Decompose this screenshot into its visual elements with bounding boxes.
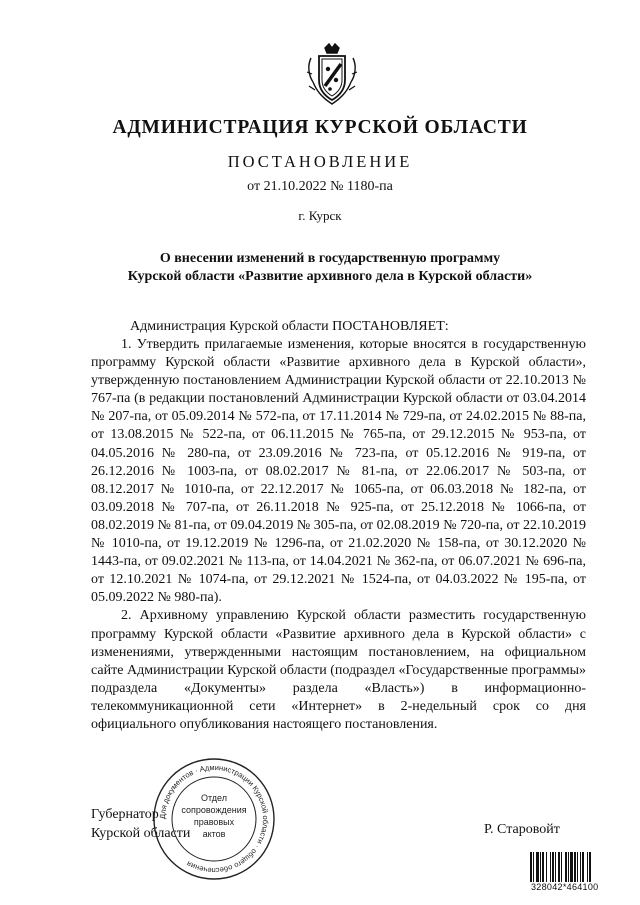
round-stamp [150,755,278,883]
barcode-bar [565,852,567,882]
stamp-line-2: сопровождения [181,805,247,815]
barcode-bar [587,852,588,882]
intro-line: Администрация Курской области ПОСТАНОВЛЯЕТ: [130,319,449,334]
barcode-number: 328042*464100 [531,882,599,892]
document-date-number: от 21.10.2022 № 1180-па [247,179,393,194]
agency-title: АДМИНИСТРАЦИЯ КУРСКОЙ ОБЛАСТИ [112,117,528,138]
barcode [530,852,622,882]
barcode-bar [561,852,562,882]
barcode-bar [580,852,581,882]
signatory-title-line-2: Курской области [91,826,191,841]
barcode-bar [589,852,591,882]
barcode-bar [558,852,560,882]
paragraph-1: 1. Утвердить прилагаемые изменения, которые вносятся в государственную программу Курской области «Развитие архивного дела в Курской области», утвержденную постановлением Администрации Курской области от 22.10.2013 № 767-па (в редакции постановлений Администрации Курской области от 03.04.2014 № 207-па, от 05.09.2014 № 572-па, от 17.11.2014 № 729-па, от 24.02.2015 № 88-па, от 13.08.2015 № 522-па, от 06.11.2015 № 765-па, от 29.12.2015 № 953-па, от 04.05.2016 № 280-па, от 23.09.2016 № 723-па, от 05.12.2016 № 919-па, от 26.12.2016 № 1003-па, от 08.02.2017 № 81-па, от 22.06.2017 № 503-па, от 08.12.2017 № 1010-па, от 22.12.2017 № 1065-па, от 06.03.2018 № 182-па, от 03.09.2018 № 707-па, от 26.11.2018 № 925-па, от 25.12.2018 № 1066-па, от 08.02.2019 № 81-па, от 09.04.2019 № 305-па, от 02.08.2019 № 720-па, от 22.10.2019 № 1010-па, от 19.12.2019 № 1296-па, от 21.02.2020 № 158-па, от 30.12.2020 № 1443-па, от 09.02.2021 № 113-па, от 14.04.2021 № 362-па, от 06.07.2021 № 696-па, от 12.10.2021 № 1074-па, от 29.12.2021 № 1524-па, от 04.03.2022 № 195-па, от 05.09.2022 № 980-па). [91,337,586,606]
barcode-bar [582,852,584,882]
barcode-bar [542,852,544,882]
paragraph-2: 2. Архивному управлению Курской области разместить государственную программу Курской области «Развитие архивного дела в Курской области» с изменениями, утвержденными настоящим постановлением, на официальном сайте Администрации Курской области (подраздел «Государственные программы» подраздела «Документы» раздела «Власть») в информационно-телекоммуникационной сети «Интернет» в 2-недельный срок со дня официального опубликования настоящего постановления. [91,608,586,732]
barcode-bar [540,852,541,882]
coat-of-arms-emblem [303,42,361,108]
document-subject [100,250,560,286]
stamp-line-3: правовых [193,817,235,827]
stamp-ring-text: Для документов · Администрации Курской области · общего обеспечения [157,762,271,876]
signatory-name: Р. Старовойт [484,822,560,837]
document-body [91,336,586,734]
barcode-bar [577,852,578,882]
subject-line-1: О внесении изменений в государственную программу [159,251,501,266]
barcode-bar [555,852,556,882]
barcode-bar [550,852,551,882]
stamp-line-4: актов [202,829,226,839]
barcode-bar [568,852,569,882]
subject-line-2: Курской области «Развитие архивного дела в Курской области» [127,269,533,284]
barcode-bar [533,852,534,882]
barcode-bar [530,852,532,882]
signatory-title-line-1: Губернатор [91,807,159,822]
barcode-bar [546,852,547,882]
document-city: г. Курск [298,208,342,223]
stamp-line-1: Отдел [200,793,228,803]
barcode-bar [574,852,576,882]
document-type: ПОСТАНОВЛЕНИЕ [227,152,413,171]
barcode-bar [570,852,573,882]
barcode-bar [536,852,539,882]
barcode-bar [552,852,554,882]
